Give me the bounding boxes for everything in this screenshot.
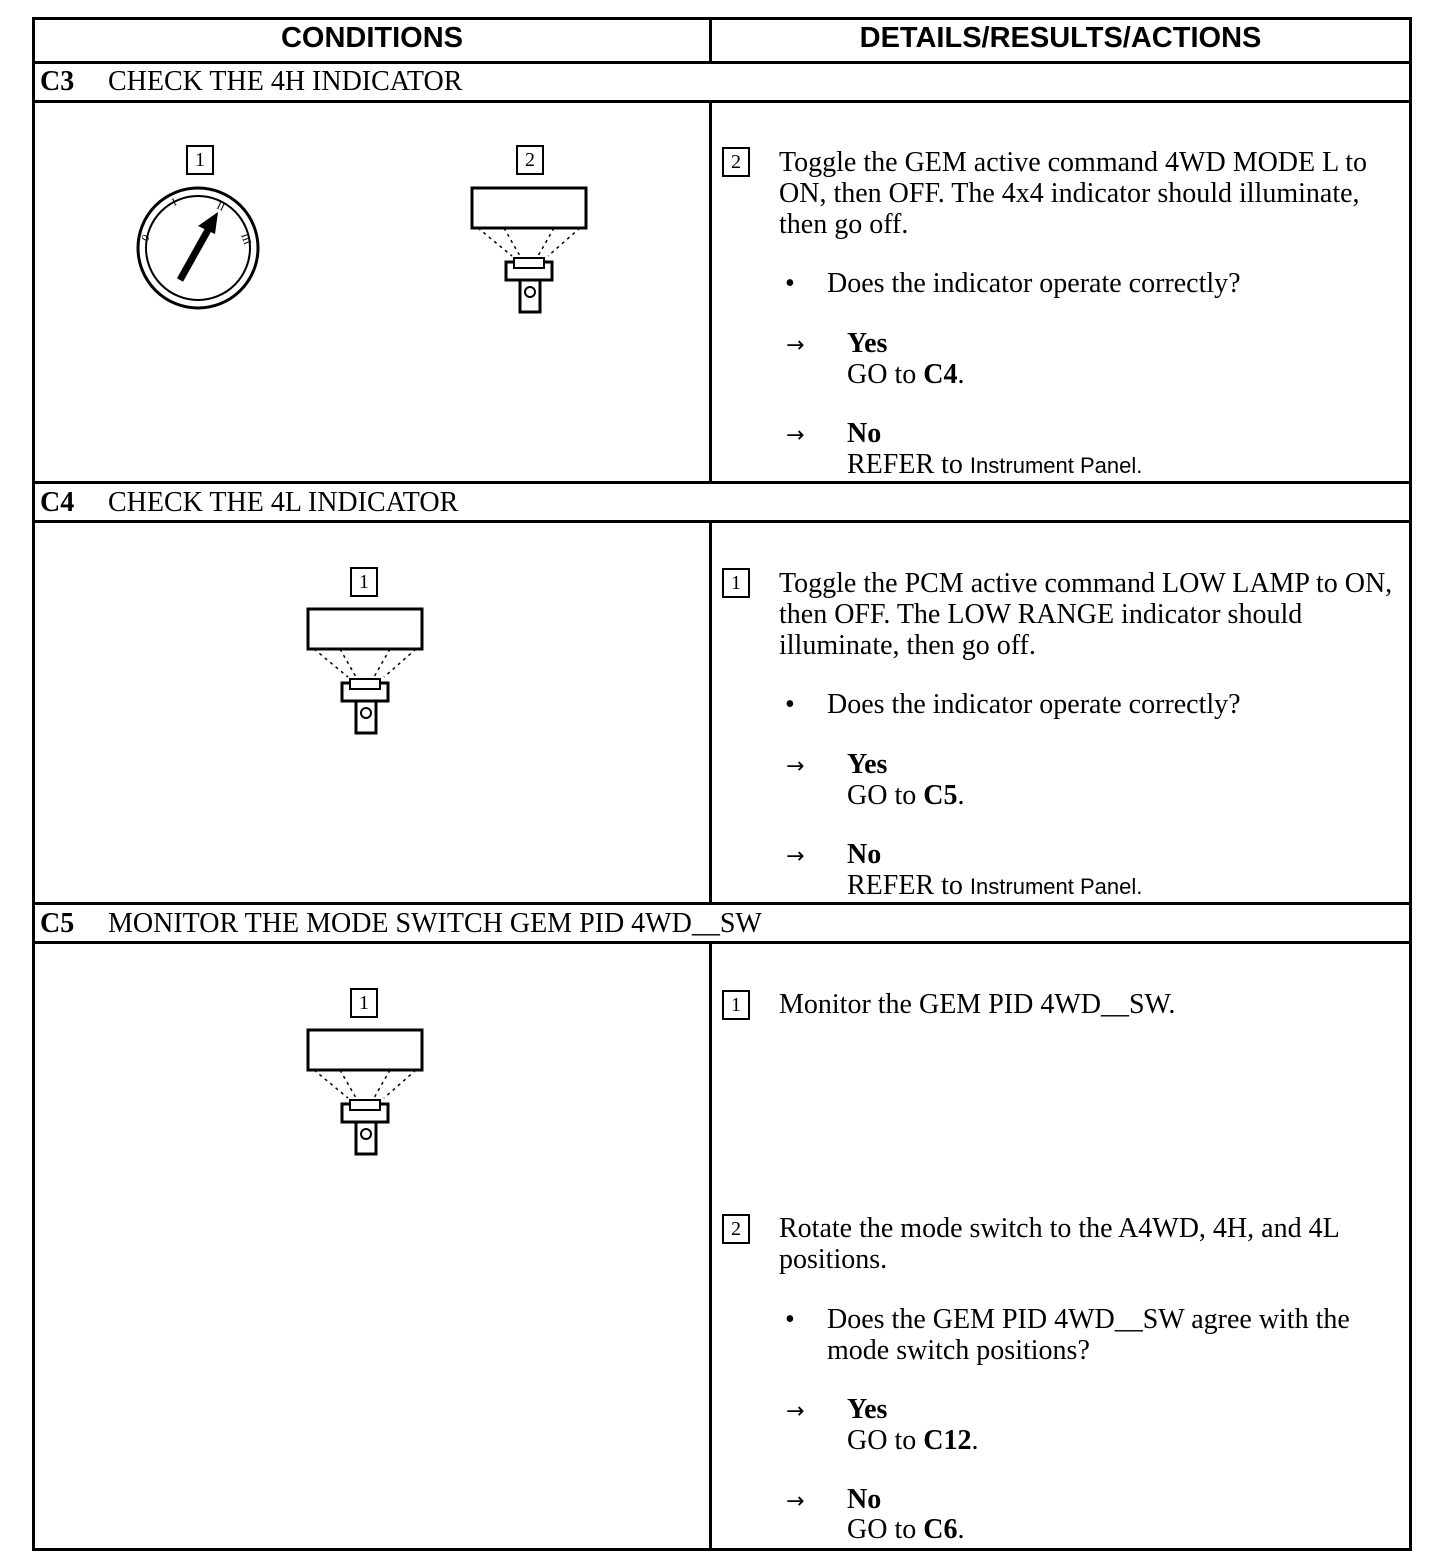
section-title-c3 — [40, 66, 462, 98]
yes-label: Yes — [847, 328, 888, 359]
scan-tool-figure — [464, 184, 594, 316]
figure-label: 1 — [350, 988, 378, 1018]
no-label: No — [847, 418, 882, 449]
yes-action: GO to C12. — [847, 1425, 979, 1456]
ignition-switch-figure — [136, 182, 266, 312]
dial-pointer-shaft — [180, 230, 208, 280]
dial-mark: 0 — [139, 232, 153, 244]
row-divider — [32, 61, 1412, 64]
arrow-icon: → — [786, 1399, 805, 1424]
figure-label: 2 — [516, 145, 544, 175]
row-divider — [32, 941, 1412, 944]
dial-mark: I — [170, 196, 179, 209]
step-number: 2 — [722, 1214, 750, 1244]
dial-mark: III — [238, 231, 254, 247]
conditions-header: CONDITIONS — [280, 22, 464, 54]
figure-label: 1 — [350, 567, 378, 597]
target-ref: C6 — [923, 1514, 958, 1545]
section-id: C4 — [40, 487, 75, 518]
scan-tool-screen — [472, 188, 586, 228]
target-ref: C4 — [923, 359, 958, 390]
column-divider — [709, 101, 712, 483]
step-number: 2 — [722, 147, 750, 177]
no-action: REFER to Instrument Panel. — [847, 870, 1143, 901]
scan-tool-screen — [308, 609, 422, 649]
bullet: • — [785, 1304, 795, 1335]
section-title: MONITOR THE MODE SWITCH GEM PID 4WD__SW — [108, 908, 762, 939]
question-text: Does the indicator operate correctly? — [827, 268, 1241, 299]
no-action: REFER to Instrument Panel. — [847, 449, 1143, 480]
yes-action: GO to C4. — [847, 359, 965, 390]
no-label: No — [847, 839, 882, 870]
column-divider — [709, 521, 712, 903]
figure-label: 1 — [186, 145, 214, 175]
target-ref: Instrument Panel. — [969, 453, 1143, 478]
section-id: C5 — [40, 908, 75, 939]
step-number: 1 — [722, 990, 750, 1020]
step-text: Toggle the PCM active command LOW LAMP to ON, then OFF. The LOW RANGE indicator should illuminate, then go off. — [779, 568, 1393, 661]
row-divider — [32, 520, 1412, 523]
scan-tool-figure — [300, 1026, 430, 1158]
step-number: 1 — [722, 568, 750, 598]
no-label: No — [847, 1484, 882, 1515]
no-action: GO to C6. — [847, 1514, 965, 1545]
scan-tool-screen — [308, 1030, 422, 1070]
section-id: C3 — [40, 66, 75, 97]
target-ref: Instrument Panel. — [969, 874, 1143, 899]
arrow-icon: → — [786, 1489, 805, 1514]
target-ref: C5 — [923, 780, 958, 811]
bullet: • — [785, 268, 795, 299]
yes-label: Yes — [847, 1394, 888, 1425]
scan-tool-figure — [300, 605, 430, 737]
yes-action: GO to C5. — [847, 780, 965, 811]
arrow-icon: → — [786, 333, 805, 358]
target-ref: C12 — [923, 1425, 972, 1456]
step-text: Monitor the GEM PID 4WD__SW. — [779, 989, 1176, 1020]
section-title-c5 — [40, 908, 762, 940]
dial-mark: II — [214, 199, 227, 214]
section-title-c4 — [40, 487, 458, 519]
section-title: CHECK THE 4H INDICATOR — [108, 66, 463, 97]
row-divider — [32, 100, 1412, 103]
section-title: CHECK THE 4L INDICATOR — [108, 487, 459, 518]
step-text: Toggle the GEM active command 4WD MODE L to ON, then OFF. The 4x4 indicator should illuminate, then go off. — [779, 147, 1367, 240]
column-divider — [709, 942, 712, 1551]
row-divider — [32, 902, 1412, 905]
arrow-icon: → — [786, 423, 805, 448]
dial-pointer-tip — [198, 212, 218, 234]
arrow-icon: → — [786, 844, 805, 869]
yes-label: Yes — [847, 749, 888, 780]
bullet: • — [785, 689, 795, 720]
question-text: Does the GEM PID 4WD__SW agree with the mode switch positions? — [827, 1304, 1350, 1366]
question-text: Does the indicator operate correctly? — [827, 689, 1241, 720]
row-divider — [32, 481, 1412, 484]
step-text: Rotate the mode switch to the A4WD, 4H, and 4L positions. — [779, 1213, 1339, 1275]
arrow-icon: → — [786, 754, 805, 779]
details-header: DETAILS/RESULTS/ACTIONS — [859, 22, 1262, 54]
